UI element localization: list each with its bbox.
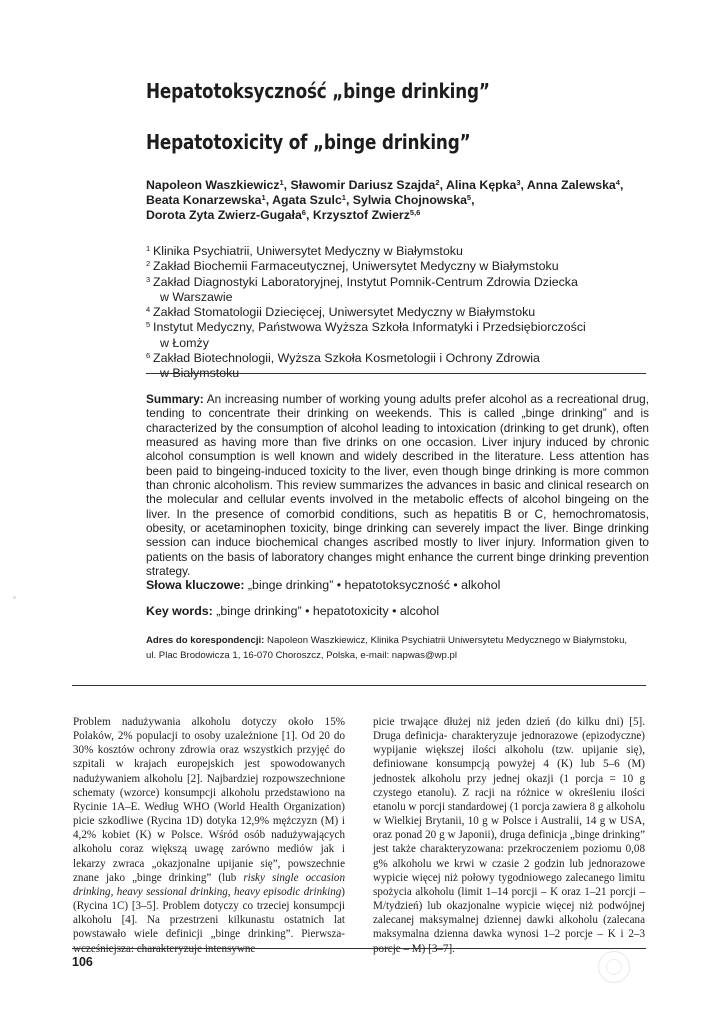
author-name: Alina Kępka bbox=[445, 178, 517, 192]
author-affiliation-marker: 5,6 bbox=[409, 208, 421, 218]
author-affiliation-marker: 2 bbox=[435, 178, 440, 187]
author-list bbox=[146, 178, 666, 224]
affiliation-line: Zakład Diagnostyki Laboratoryjnej, Instytut Pomnik-Centrum Zdrowia Dziecka bbox=[153, 274, 578, 289]
body-left-text-1: Problem nadużywania alkoholu dotyczy około 15% Polaków, 2% populacji to osoby uzależnione [1]. Od 20 do 30% kosztów ochrony zdrowia oraz wszystkich przyjęć do szpitali w krajach europejskich jest spowodowanych nadużywaniem alkoholu [2]. Najbardziej rozpowszechnione schematy (wzorce) konsumpcji alkoholu przedstawiono na Rycinie 1A–E. Według WHO (World Health Organization) picie szkodliwe (Rycina 1D) dotyka 12,9% mężczyzn (M) i 4,2% kobiet (K) w Polsce. Wśród osób nadużywających alkoholu coraz większą uwagę zarówno mediów jak i lekarzy zwraca „okazjonalne upijanie się”, powszechnie znane jako „binge drinking” (lub bbox=[73, 716, 345, 884]
keywords-english-label: Key words: bbox=[146, 604, 213, 618]
affiliation-line: Klinika Psychiatrii, Uniwersytet Medyczny w Białymstoku bbox=[153, 244, 463, 258]
affiliation-line: w Łomży bbox=[160, 335, 209, 350]
affiliation-line: Zakład Biochemii Farmaceutycznej, Uniwersytet Medyczny w Białymstoku bbox=[153, 259, 559, 274]
affiliation-item bbox=[146, 244, 666, 259]
affiliation-line: Instytut Medyczny, Państwowa Wyższa Szkoła Informatyki i Przedsiębiorczości bbox=[153, 320, 586, 335]
body-column-left bbox=[73, 715, 345, 956]
summary bbox=[146, 392, 649, 578]
author-separator: , bbox=[265, 193, 273, 208]
affiliation-item bbox=[146, 275, 666, 306]
author-name: Sławomir Dariusz Szajda bbox=[290, 178, 436, 192]
author-name: Krzysztof Zwierz bbox=[312, 208, 410, 223]
correspondence-label: Adres do korespondencji: bbox=[146, 635, 265, 646]
author-separator: , bbox=[345, 193, 353, 208]
affiliation-list bbox=[146, 244, 666, 382]
divider-top bbox=[146, 373, 646, 374]
author-affiliation-marker: 1 bbox=[279, 178, 284, 187]
author-separator: , bbox=[471, 193, 475, 208]
title-polish: Hepatotoksyczność „binge drinking” bbox=[146, 79, 490, 103]
keywords-polish-label: Słowa kluczowe: bbox=[146, 578, 245, 592]
affiliation-number: 5 bbox=[146, 320, 151, 330]
margin-mark bbox=[13, 596, 16, 599]
author-name: Agata Szulc bbox=[272, 193, 342, 208]
correspondence bbox=[146, 633, 656, 664]
affiliation-line: w Białymstoku bbox=[160, 366, 240, 381]
affiliation-line: Zakład Stomatologii Dziecięcej, Uniwersytet Medyczny w Białymstoku bbox=[153, 305, 536, 320]
affiliation-line: w Warszawie bbox=[160, 289, 233, 304]
affiliation-item bbox=[146, 259, 666, 274]
summary-label: Summary: bbox=[146, 392, 204, 406]
author-affiliation-marker: 3 bbox=[516, 178, 521, 187]
keywords-polish bbox=[146, 578, 500, 592]
correspondence-line1: Napoleon Waszkiewicz, Klinika Psychiatrii Uniwersytetu Medycznego w Białymstoku, bbox=[267, 635, 628, 646]
author-affiliation-marker: 6 bbox=[301, 208, 306, 218]
author-name: Dorota Zyta Zwierz-Gugała bbox=[146, 208, 302, 223]
affiliation-number: 2 bbox=[146, 259, 151, 269]
author-affiliation-marker: 5 bbox=[466, 193, 472, 203]
divider-bottom bbox=[72, 948, 646, 949]
divider-middle bbox=[72, 685, 646, 686]
affiliation-number: 6 bbox=[146, 351, 151, 361]
affiliation-number: 1 bbox=[146, 244, 151, 253]
affiliation-item bbox=[146, 305, 666, 320]
affiliation-item bbox=[146, 320, 666, 351]
correspondence-line2: ul. Plac Brodowicza 1, 16-070 Choroszcz, Polska, e-mail: napwas@wp.pl bbox=[146, 650, 458, 662]
page-number: 106 bbox=[72, 955, 93, 969]
author-separator: , bbox=[305, 208, 313, 223]
author-separator: , bbox=[520, 178, 527, 192]
affiliation-number: 3 bbox=[146, 274, 151, 284]
keywords-english-text: „binge drinking” • hepatotoxicity • alcohol bbox=[216, 604, 440, 618]
author-separator: , bbox=[619, 178, 624, 192]
body-column-right: picie trwające dłużej niż jeden dzień (do kilku dni) [5]. Druga definicja- charakteryzuje jednorazowe (epizodyczne) wypijanie większej ilości alkoholu (tzw. upijanie się), definiowane konsumpcją powyżej 4 (K) lub 5–6 (M) jednostek alkoholu przy jednej okazji (1 porcja = 10 g czystego etanolu). Z racji na różnice w określeniu ilości etanolu w porcji standardowej (1 porcja zawiera 8 g alkoholu w Wielkiej Brytanii, 10 g w Polsce i Australii, 14 g w USA, oraz ponad 20 g w Japonii), druga definicja „binge drinking” jest także charakteryzowana: przekroczeniem poziomu 0,08 g% alkoholu we krwi w czasie 2 godzin lub jednorazowe wypicie więcej niż połowy tygodniowego zalecanego limitu spożycia alkoholu (limit 1–14 porcji – K oraz 1–21 porcji – M/tydzień) lub okazjonalne wypicie więcej niż podwójnej zalecanej maksymalnej dziennej dawki alkoholu (zalecana maksymalna dzienna dawka wynosi 1–2 porcje – K i 2–3 porcje – M) [3–7]. bbox=[373, 716, 646, 955]
author-affiliation-marker: 4 bbox=[615, 178, 620, 187]
watermark-logo-icon bbox=[598, 951, 630, 983]
author-name: Beata Konarzewska bbox=[146, 193, 262, 208]
author-separator: , bbox=[283, 178, 291, 192]
author-name: Sylwia Chojnowska bbox=[352, 193, 467, 208]
affiliation-line: Zakład Biotechnologii, Wyższa Szkoła Kosmetologii i Ochrony Zdrowia bbox=[153, 351, 540, 366]
author-affiliation-marker: 1 bbox=[341, 193, 346, 203]
author-name: Napoleon Waszkiewicz bbox=[146, 178, 280, 192]
keywords-polish-text: „binge drinking” • hepatotoksyczność • alkohol bbox=[247, 578, 501, 592]
author-affiliation-marker: 1 bbox=[261, 193, 266, 203]
body-left-text-2: ) (Rycina 1C) [3–5]. Problem dotyczy co trzeciej konsumpcji alkoholu [4]. Na przestrzeni kilkunastu ostatnich lat powstawało wiele definicji „binge drinking”. Pierwsza-wcześniejsza: charakteryzuje intensywne bbox=[73, 885, 345, 955]
author-separator: , bbox=[439, 178, 446, 192]
summary-text: An increasing number of working young adults prefer alcohol as a recreational drug, tending to concentrate their drinking on weekends. This is called „binge drinking” and is characterized by the consumption of alcohol leading to intoxication (drinking to get drunk), often measured as having more than five drinks on one occasion. Liver injury induced by chronic alcohol consumption is well known and widely described in the literature. Less attention has been paid to bingeing-induced toxicity to the liver, even though binge drinking is more common than chronic alcoholism. This review summarizes the advances in basic and clinical research on the molecular and cellular events involved in the metabolic effects of alcohol bingeing on the liver. In the presence of comorbid conditions, such as hepatitis B or C, hemochromatosis, obesity, or acetaminophen toxicity, binge drinking can severely impact the liver. Binge drinking session can induce biochemical changes ascribed mostly to liver injury. Information given to patients on the basis of laboratory changes might enhance the current binge drinking prevention strategy. bbox=[146, 392, 649, 579]
author-name: Anna Zalewska bbox=[526, 178, 616, 192]
keywords-english bbox=[146, 604, 439, 618]
affiliation-item bbox=[146, 351, 666, 382]
title-english: Hepatotoxicity of „binge drinking” bbox=[146, 130, 471, 154]
affiliation-number: 4 bbox=[146, 305, 151, 315]
body-left-italic: risky single occasion drinking, heavy sessional drinking, heavy episodic drinking bbox=[73, 871, 346, 898]
